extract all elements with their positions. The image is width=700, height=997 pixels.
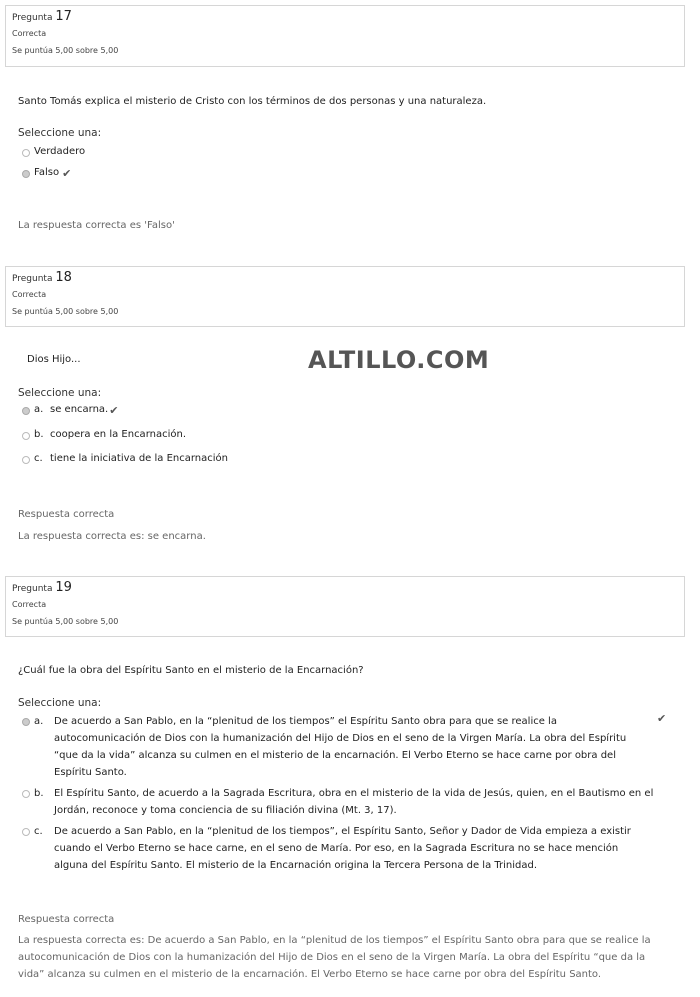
radio-button[interactable] bbox=[22, 456, 30, 464]
question-info-17 bbox=[5, 5, 685, 67]
radio-button[interactable] bbox=[22, 432, 30, 440]
correct-answer-feedback: La respuesta correcta es: De acuerdo a San Pablo, en la “plenitud de los tiempos” el Espíritu Santo obra para que se realice la autocomunicación de Dios con la humanización del Hijo de Dios en el seno de la Virgen María. La obra del Espíritu “que da la vida” alcanza su culmen en el misterio de la encarnación. El Verbo Eterno se hace carne por obra del Espíritu Santo. bbox=[18, 935, 651, 980]
correct-answer-feedback: La respuesta correcta es 'Falso' bbox=[18, 220, 175, 231]
radio-button[interactable] bbox=[22, 790, 30, 798]
option-letter: c. bbox=[34, 826, 43, 837]
question-info-19 bbox=[5, 576, 685, 637]
radio-button[interactable] bbox=[22, 149, 30, 157]
option-verdadero[interactable] bbox=[22, 146, 85, 157]
question-number-value: 19 bbox=[55, 580, 72, 595]
feedback-title: Respuesta correcta bbox=[18, 509, 115, 520]
option-letter: b. bbox=[34, 788, 44, 799]
question-number-value: 17 bbox=[55, 9, 72, 24]
option-a[interactable] bbox=[22, 404, 118, 417]
radio-button-selected[interactable] bbox=[22, 407, 30, 415]
question-text: Dios Hijo... bbox=[27, 354, 81, 365]
radio-button[interactable] bbox=[22, 828, 30, 836]
checkmark-icon: ✔ bbox=[62, 167, 72, 180]
option-falso[interactable] bbox=[22, 167, 71, 180]
select-prompt: Seleccione una: bbox=[18, 697, 102, 709]
question-state: Correcta bbox=[12, 29, 47, 38]
question-label: Pregunta bbox=[12, 584, 53, 594]
radio-button-selected[interactable] bbox=[22, 718, 30, 726]
select-prompt: Seleccione una: bbox=[18, 387, 102, 399]
question-grade: Se puntúa 5,00 sobre 5,00 bbox=[12, 617, 119, 626]
option-label: coopera en la Encarnación. bbox=[50, 429, 187, 440]
option-letter: b. bbox=[34, 429, 44, 440]
checkmark-icon: ✔ bbox=[109, 404, 119, 417]
option-c[interactable] bbox=[22, 453, 228, 464]
question-number bbox=[12, 581, 678, 596]
option-letter: c. bbox=[34, 453, 43, 464]
question-number-value: 18 bbox=[55, 270, 72, 285]
option-letter: a. bbox=[34, 716, 44, 727]
option-label: Verdadero bbox=[34, 146, 86, 157]
question-text: ¿Cuál fue la obra del Espíritu Santo en el misterio de la Encarnación? bbox=[18, 665, 364, 676]
option-label: El Espíritu Santo, de acuerdo a la Sagrada Escritura, obra en el misterio de la vida de Jesús, quien, en el Bautismo en el Jordán, reconoce y toma conciencia de su filiación divina (Mt. 3, 17). bbox=[54, 788, 654, 816]
question-text: Santo Tomás explica el misterio de Cristo con los términos de dos personas y una naturaleza. bbox=[18, 96, 487, 107]
option-label: se encarna. bbox=[50, 404, 109, 415]
radio-button-selected[interactable] bbox=[22, 170, 30, 178]
option-label: De acuerdo a San Pablo, en la “plenitud de los tiempos” el Espíritu Santo obra para que se realice la autocomunicación de Dios con la humanización del Hijo de Dios en el seno de la Virgen María. La obra del Espíritu “que da la vida” alcanza su culmen en el misterio de la encarnación. El Verbo Eterno se hace carne por obra del Espíritu Santo. bbox=[54, 716, 627, 778]
question-label: Pregunta bbox=[12, 274, 53, 284]
question-number bbox=[12, 10, 678, 25]
option-letter: a. bbox=[34, 404, 44, 415]
question-state: Correcta bbox=[12, 600, 47, 609]
question-label: Pregunta bbox=[12, 13, 53, 23]
select-prompt: Seleccione una: bbox=[18, 127, 102, 139]
question-number bbox=[12, 271, 678, 286]
option-b[interactable] bbox=[22, 429, 186, 440]
option-b[interactable] bbox=[22, 785, 662, 819]
option-a[interactable] bbox=[22, 713, 642, 781]
option-label: Falso bbox=[34, 167, 60, 178]
option-label: De acuerdo a San Pablo, en la “plenitud de los tiempos”, el Espíritu Santo, Señor y Dador de Vida empieza a existir cuando el Verbo Eterno se hace carne, en el seno de María. Por eso, en la Sagrada Escritura no se hace mención alguna del Espíritu Santo. El misterio de la Encarnación origina la Tercera Persona de la Trinidad. bbox=[54, 826, 631, 871]
question-info-18 bbox=[5, 266, 685, 327]
question-grade: Se puntúa 5,00 sobre 5,00 bbox=[12, 307, 119, 316]
correct-answer-feedback: La respuesta correcta es: se encarna. bbox=[18, 531, 206, 542]
question-grade: Se puntúa 5,00 sobre 5,00 bbox=[12, 46, 119, 55]
watermark: ALTILLO.COM bbox=[308, 346, 490, 374]
question-state: Correcta bbox=[12, 290, 47, 299]
option-c[interactable] bbox=[22, 823, 662, 874]
feedback-title: Respuesta correcta bbox=[18, 914, 115, 925]
option-label: tiene la iniciativa de la Encarnación bbox=[50, 453, 229, 464]
checkmark-icon: ✔ bbox=[657, 712, 667, 725]
